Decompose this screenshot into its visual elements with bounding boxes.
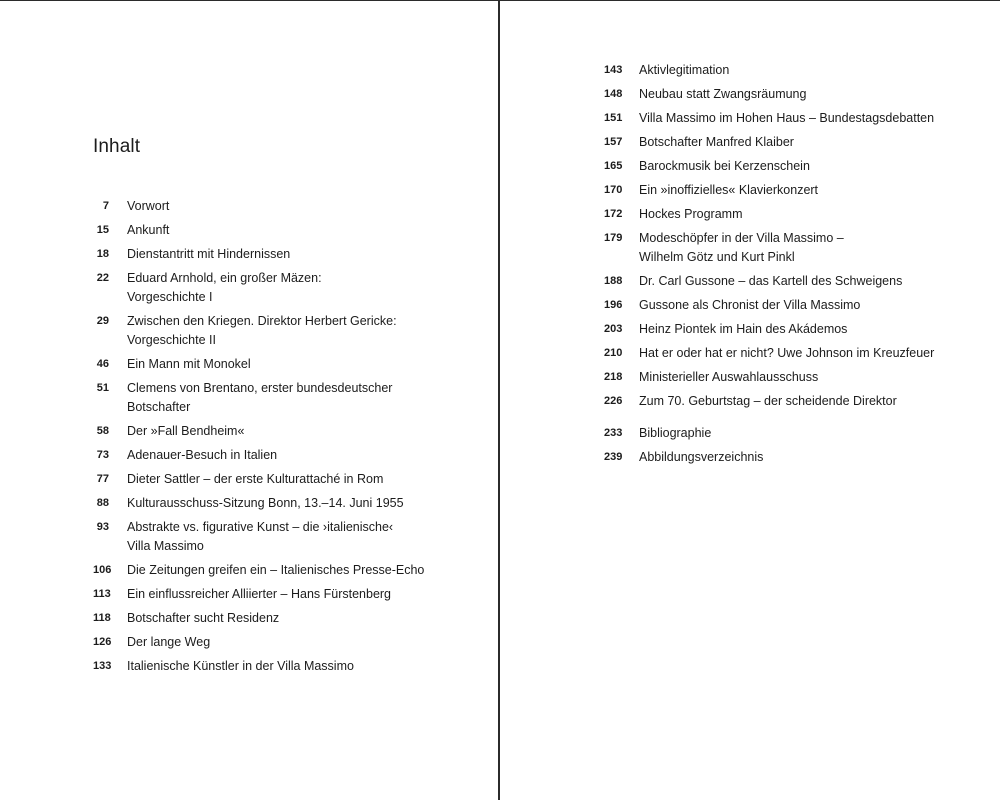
toc-page-number: 170: [604, 184, 623, 196]
toc-entry-title: Vorwort: [127, 199, 170, 213]
toc-page-number: 93: [96, 521, 109, 533]
toc-entry: [604, 344, 994, 363]
toc-entry: [93, 585, 483, 604]
toc-entry: [93, 312, 483, 350]
toc-entry: [93, 221, 483, 240]
toc-page-number: 106: [93, 564, 112, 576]
toc-entry-title: Dienstantritt mit Hindernissen: [127, 247, 291, 261]
page-gutter-divider: [498, 1, 500, 800]
toc-entry-title: Botschafter Manfred Klaiber: [639, 135, 794, 149]
contents-heading: Inhalt: [93, 136, 141, 157]
toc-entry-title: Modeschöpfer in der Villa Massimo – Wilhelm Götz und Kurt Pinkl: [639, 231, 844, 264]
toc-entry: [604, 133, 994, 152]
toc-entry: [93, 633, 483, 652]
toc-page-number: 113: [93, 588, 111, 600]
toc-entry-title: Bibliographie: [639, 426, 712, 440]
toc-entry-title: Gussone als Chronist der Villa Massimo: [639, 298, 861, 312]
toc-entry-title: Neubau statt Zwangsräumung: [639, 87, 807, 101]
toc-entry: [604, 320, 994, 339]
toc-entry: [604, 85, 994, 104]
toc-page-number: 196: [604, 299, 623, 311]
toc-page-number: 151: [604, 112, 623, 124]
toc-page-number: 58: [96, 425, 109, 437]
toc-page-number: 143: [604, 64, 623, 76]
toc-page-number: 133: [93, 660, 112, 672]
toc-page-number: 51: [96, 382, 109, 394]
toc-page-number: 77: [96, 473, 109, 485]
toc-page-number: 226: [604, 395, 623, 407]
toc-page-number: 18: [96, 248, 109, 260]
toc-entry-title: Barockmusik bei Kerzenschein: [639, 159, 810, 173]
toc-entry-title: Villa Massimo im Hohen Haus – Bundestagsdebatten: [639, 111, 935, 125]
toc-page-number: 46: [96, 358, 109, 370]
toc-entry: [604, 181, 994, 200]
toc-entry: [604, 109, 994, 128]
toc-entry-title: Abstrakte vs. figurative Kunst – die ›italienische‹ Villa Massimo: [127, 520, 394, 553]
toc-page-number: 165: [604, 160, 623, 172]
toc-entry-title: Die Zeitungen greifen ein – Italienisches Presse-Echo: [127, 563, 425, 577]
toc-entry-title: Ein Mann mit Monokel: [127, 357, 251, 371]
toc-page-number: 22: [96, 272, 109, 284]
toc-entry: [604, 61, 994, 80]
toc-entry: [604, 392, 994, 411]
toc-entry-title: Ein »inoffizielles« Klavierkonzert: [639, 183, 819, 197]
toc-page-number: 203: [604, 323, 623, 335]
toc-entry-title: Hat er oder hat er nicht? Uwe Johnson im Kreuzfeuer: [639, 346, 935, 360]
right-page: [501, 1, 1000, 800]
toc-page-number: 29: [96, 315, 109, 327]
toc-page-number: 172: [604, 208, 623, 220]
toc-entry-title: Zum 70. Geburtstag – der scheidende Direktor: [639, 394, 897, 408]
toc-entry: [93, 197, 483, 216]
toc-entry: [604, 272, 994, 291]
toc-entry: [93, 446, 483, 465]
toc-entry: [93, 245, 483, 264]
toc-page-number: 239: [604, 451, 623, 463]
toc-entry-title: Dieter Sattler – der erste Kulturattaché in Rom: [127, 472, 384, 486]
toc-entry-title: Ein einflussreicher Alliierter – Hans Fürstenberg: [127, 587, 392, 601]
toc-entry-title: Dr. Carl Gussone – das Kartell des Schweigens: [639, 274, 903, 288]
toc-page-number: 157: [604, 136, 623, 148]
toc-entry: [93, 470, 483, 489]
toc-entry-title: Italienische Künstler in der Villa Massimo: [127, 659, 354, 673]
toc-page-number: 88: [96, 497, 109, 509]
toc-page-number: 188: [604, 275, 623, 287]
toc-entry: [93, 518, 483, 556]
left-page: [0, 1, 499, 800]
toc-entry: [93, 422, 483, 441]
toc-entry-title: Heinz Piontek im Hain des Akádemos: [639, 322, 848, 336]
toc-entry: [93, 494, 483, 513]
toc-entry: [93, 379, 483, 417]
toc-entry: [604, 368, 994, 387]
toc-page-number: 218: [604, 371, 623, 383]
toc-entry: [93, 269, 483, 307]
toc-list-right: [604, 61, 994, 472]
toc-entry-title: Clemens von Brentano, erster bundesdeutscher Botschafter: [127, 381, 393, 414]
toc-entry-title: Adenauer-Besuch in Italien: [127, 448, 278, 462]
toc-entry-title: Der lange Weg: [127, 635, 211, 649]
toc-entry: [93, 355, 483, 374]
toc-entry: [604, 296, 994, 315]
toc-entry-title: Kulturausschuss-Sitzung Bonn, 13.–14. Juni 1955: [127, 496, 404, 510]
toc-entry: [93, 561, 483, 580]
toc-entry: [93, 657, 483, 676]
toc-entry: [93, 609, 483, 628]
toc-page-number: 7: [102, 200, 109, 212]
toc-entry: [604, 229, 994, 267]
toc-entry-title: Ministerieller Auswahlausschuss: [639, 370, 819, 384]
toc-page-number: 73: [96, 449, 109, 461]
toc-entry-title: Hockes Programm: [639, 207, 743, 221]
toc-entry-title: Aktivlegitimation: [639, 63, 730, 77]
toc-list-left: [93, 197, 483, 681]
toc-entry: [604, 424, 994, 443]
toc-entry-title: Abbildungsverzeichnis: [639, 450, 764, 464]
toc-entry-title: Botschafter sucht Residenz: [127, 611, 280, 625]
toc-page-number: 210: [604, 347, 623, 359]
toc-entry: [604, 157, 994, 176]
toc-entry-title: Der »Fall Bendheim«: [127, 424, 245, 438]
toc-page-number: 148: [604, 88, 623, 100]
toc-page-number: 15: [96, 224, 109, 236]
toc-entry-title: Zwischen den Kriegen. Direktor Herbert Gericke: Vorgeschichte II: [127, 314, 397, 347]
toc-entry-title: Ankunft: [127, 223, 170, 237]
toc-page-number: 126: [93, 636, 112, 648]
toc-entry: [604, 448, 994, 467]
toc-page-number: 233: [604, 427, 623, 439]
toc-page-number: 118: [93, 612, 111, 624]
toc-entry-title: Eduard Arnhold, ein großer Mäzen: Vorgeschichte I: [127, 271, 322, 304]
toc-page-number: 179: [604, 232, 623, 244]
toc-entry: [604, 205, 994, 224]
